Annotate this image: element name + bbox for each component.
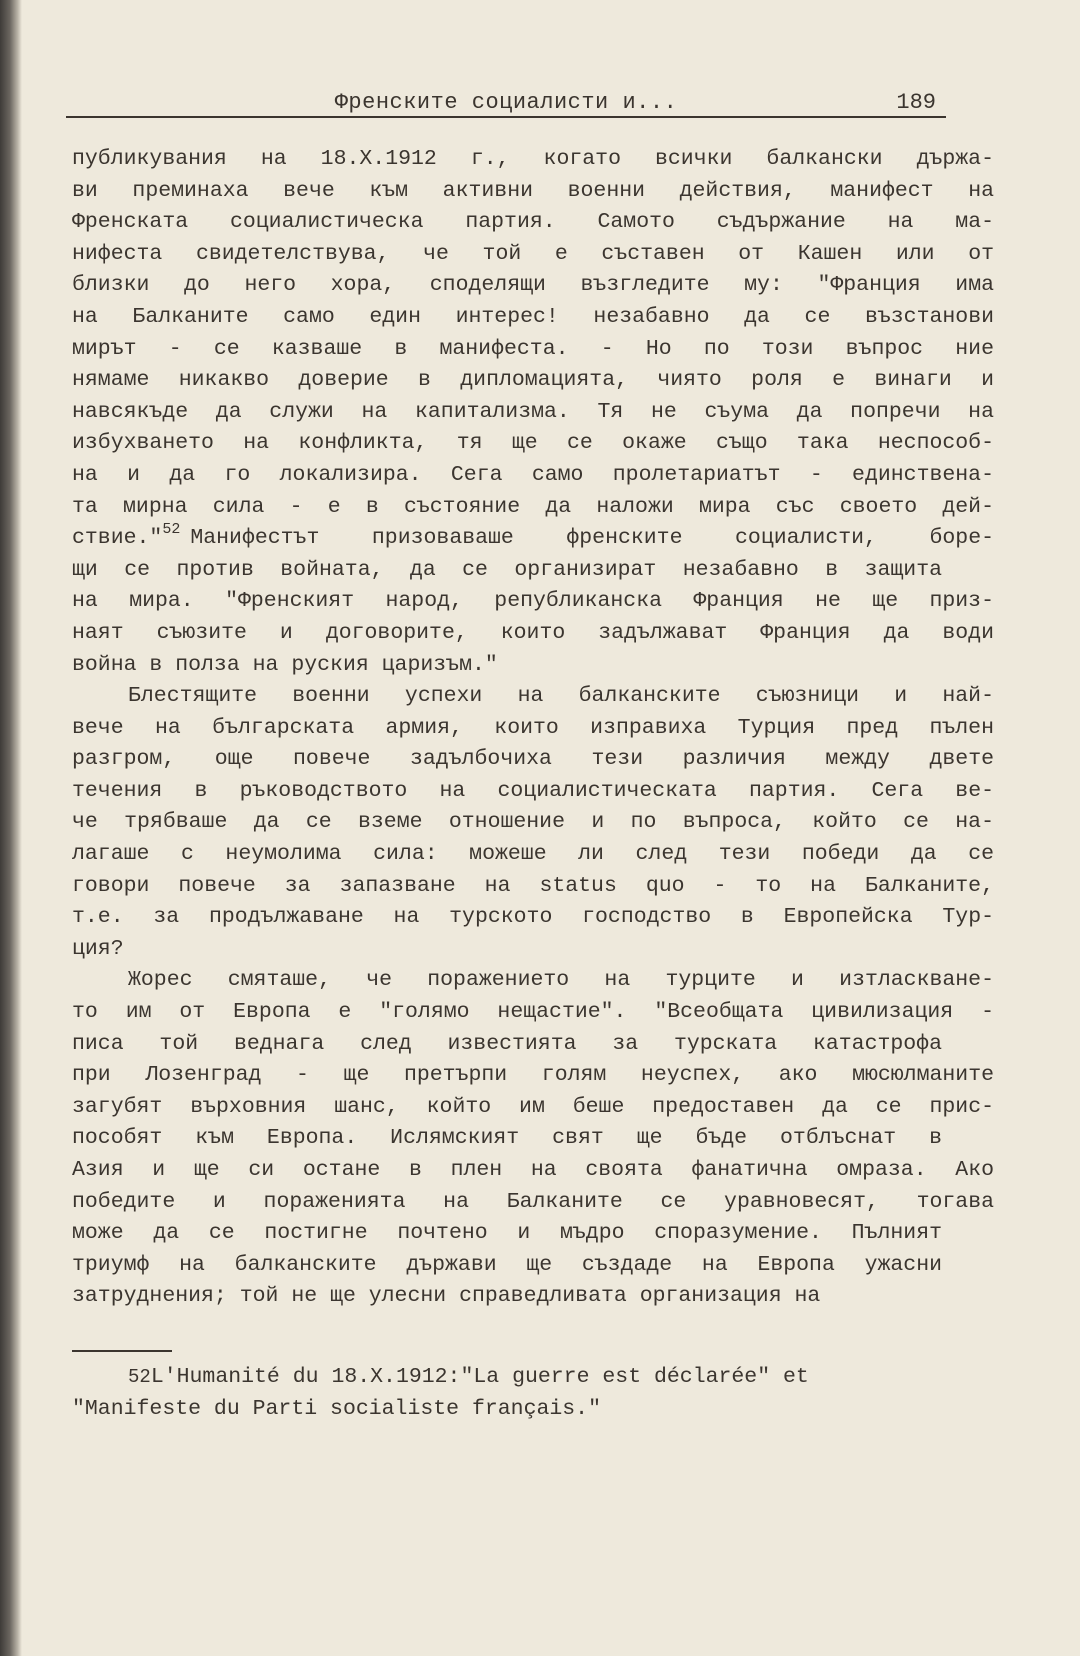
text-line bbox=[72, 650, 994, 682]
text-line-content: при Лозенград - ще претърпи голям неуспех, ако мюсюлманите bbox=[72, 1063, 994, 1088]
text-line-content: Азия и ще си остане в плен на своята фанатична омраза. Ако bbox=[72, 1158, 994, 1182]
text-line bbox=[72, 1060, 994, 1092]
text-line-content: Жорес смяташе, че поражението на турците и изтласкване- bbox=[128, 968, 994, 993]
text-line bbox=[72, 997, 994, 1029]
text-line bbox=[72, 302, 994, 334]
text-line-content: ви преминаха вече към активни военни действия, манифест на bbox=[72, 178, 994, 203]
text-line-content: може да се постигне почтено и мъдро споразумение. Пълният bbox=[72, 1221, 942, 1246]
footnote-text-2: "Manifeste du Parti socialiste français." bbox=[72, 1396, 601, 1421]
text-line bbox=[72, 839, 994, 871]
text-line-content: нямаме никакво доверие в дипломацията, чиято роля е винаги и bbox=[72, 368, 994, 393]
page-number: 189 bbox=[896, 90, 936, 115]
text-line bbox=[72, 1155, 994, 1187]
text-line bbox=[72, 934, 994, 966]
text-line bbox=[72, 492, 994, 524]
text-line bbox=[72, 207, 994, 239]
running-title: Френските социалисти и... bbox=[334, 90, 678, 115]
footnote-text-1: L'Humanité du 18.X.1912:"La guerre est déclarée" et bbox=[150, 1365, 809, 1389]
text-line bbox=[72, 1092, 994, 1124]
text-line-content: вече на българската армия, които изправиха Турция пред пълен bbox=[72, 715, 994, 740]
text-line bbox=[72, 1218, 942, 1250]
text-line bbox=[72, 871, 994, 903]
text-line-content: на мира. "Френският народ, републиканска Франция не ще приз- bbox=[72, 589, 994, 614]
text-line-content: загубят върховния шанс, който им беше предоставен да се прис- bbox=[72, 1094, 994, 1119]
text-line bbox=[72, 807, 994, 839]
text-line-content: на Балканите само един интерес! незабавно да се възстанови bbox=[72, 304, 994, 329]
text-line bbox=[72, 270, 994, 302]
text-line bbox=[72, 618, 994, 650]
footnote-line bbox=[72, 1362, 972, 1394]
text-line-content: та мирна сила - е в състояние да наложи мира със своето дей- bbox=[72, 494, 994, 519]
scan-edge-shadow bbox=[0, 0, 22, 1656]
text-line-content: мирът - се казваше в манифеста. - Но по този въпрос ние bbox=[72, 336, 994, 361]
text-line-content: победите и пораженията на Балканите се уравновесят, тогава bbox=[72, 1189, 994, 1214]
body-text bbox=[72, 144, 994, 1313]
text-line-content: разгром, още повече задълбочиха тези различия между двете bbox=[72, 747, 994, 772]
text-line-content: навсякъде да служи на капитализма. Тя не съума да попречи на bbox=[72, 399, 994, 424]
text-line bbox=[72, 555, 942, 587]
text-line-content: Блестящите военни успехи на балканските съюзници и най- bbox=[128, 684, 994, 709]
text-line bbox=[72, 1281, 994, 1313]
text-line bbox=[72, 397, 994, 429]
text-line bbox=[72, 965, 994, 997]
text-line bbox=[72, 902, 994, 934]
text-line-content: затруднения; той не ще улесни справедливата организация на bbox=[72, 1284, 821, 1309]
text-line bbox=[72, 144, 994, 176]
text-line bbox=[72, 1029, 942, 1061]
text-line-content: пособят към Европа. Ислямският свят ще бъде отблъснат в bbox=[72, 1126, 942, 1151]
text-line-content: избухването на конфликта, тя ще се окаже също така неспособ- bbox=[72, 431, 994, 456]
running-header bbox=[66, 90, 946, 118]
text-line bbox=[72, 713, 994, 745]
text-line bbox=[72, 1187, 994, 1219]
footnote-number: 52 bbox=[128, 1366, 151, 1388]
text-line-content: говори повече за запазване на status quo - то на Балканите, bbox=[72, 873, 994, 898]
text-line-content: публикувания на 18.X.1912 г., когато всички балкански държа- bbox=[72, 147, 994, 171]
text-line bbox=[72, 1250, 942, 1282]
text-line-content: писа той веднага след известията за турската катастрофа bbox=[72, 1031, 942, 1056]
footnote-line bbox=[72, 1394, 972, 1426]
text-line bbox=[72, 776, 994, 808]
text-line bbox=[72, 428, 994, 460]
text-line bbox=[72, 1123, 942, 1155]
text-line-content: течения в ръководството на социалистическата партия. Сега ве- bbox=[72, 778, 994, 803]
text-line bbox=[72, 176, 994, 208]
text-line-content: лагаше с неумолима сила: можеше ли след тези победи да се bbox=[72, 842, 994, 867]
text-line-content: близки до него хора, споделящи възгледите му: "Франция има bbox=[72, 273, 994, 298]
text-line bbox=[72, 681, 994, 713]
text-line-content: на и да го локализира. Сега само пролетариатът - единствена- bbox=[72, 462, 994, 487]
text-line bbox=[72, 239, 994, 271]
text-line-content: наят съюзите и договорите, които задължават Франция да води bbox=[72, 620, 994, 645]
footnote-reference: 52 bbox=[162, 521, 181, 539]
text-line-content: т.е. за продължаване на турското господство в Европейска Тур- bbox=[72, 905, 994, 930]
text-line-content: че трябваше да се вземе отношение и по въпроса, който се на- bbox=[72, 810, 994, 835]
text-line-content: ция? bbox=[72, 936, 124, 961]
footnote bbox=[72, 1362, 972, 1425]
text-line-content: щи се против войната, да се организират незабавно в защита bbox=[72, 557, 942, 582]
text-line-continuation: Манифестът призоваваше френските социалисти, боре- bbox=[190, 526, 994, 551]
text-line bbox=[72, 334, 994, 366]
text-line bbox=[72, 586, 994, 618]
text-line-content: то им от Европа е "голямо нещастие". "Всеобщата цивилизация - bbox=[72, 1000, 994, 1025]
text-line-content: война в полза на руския царизъм." bbox=[72, 652, 498, 677]
text-line-content: нифеста свидетелствува, че той е съставен от Кашен или от bbox=[72, 241, 994, 266]
text-line bbox=[72, 460, 994, 492]
text-line-content: Френската социалистическа партия. Самото съдържание на ма- bbox=[72, 210, 994, 235]
text-line-content: триумф на балканските държави ще създаде на Европа ужасни bbox=[72, 1252, 942, 1277]
text-line bbox=[72, 744, 994, 776]
text-line-content: ствие." bbox=[72, 526, 163, 551]
text-line bbox=[72, 365, 994, 397]
text-line bbox=[72, 523, 994, 555]
footnote-separator bbox=[72, 1350, 172, 1352]
